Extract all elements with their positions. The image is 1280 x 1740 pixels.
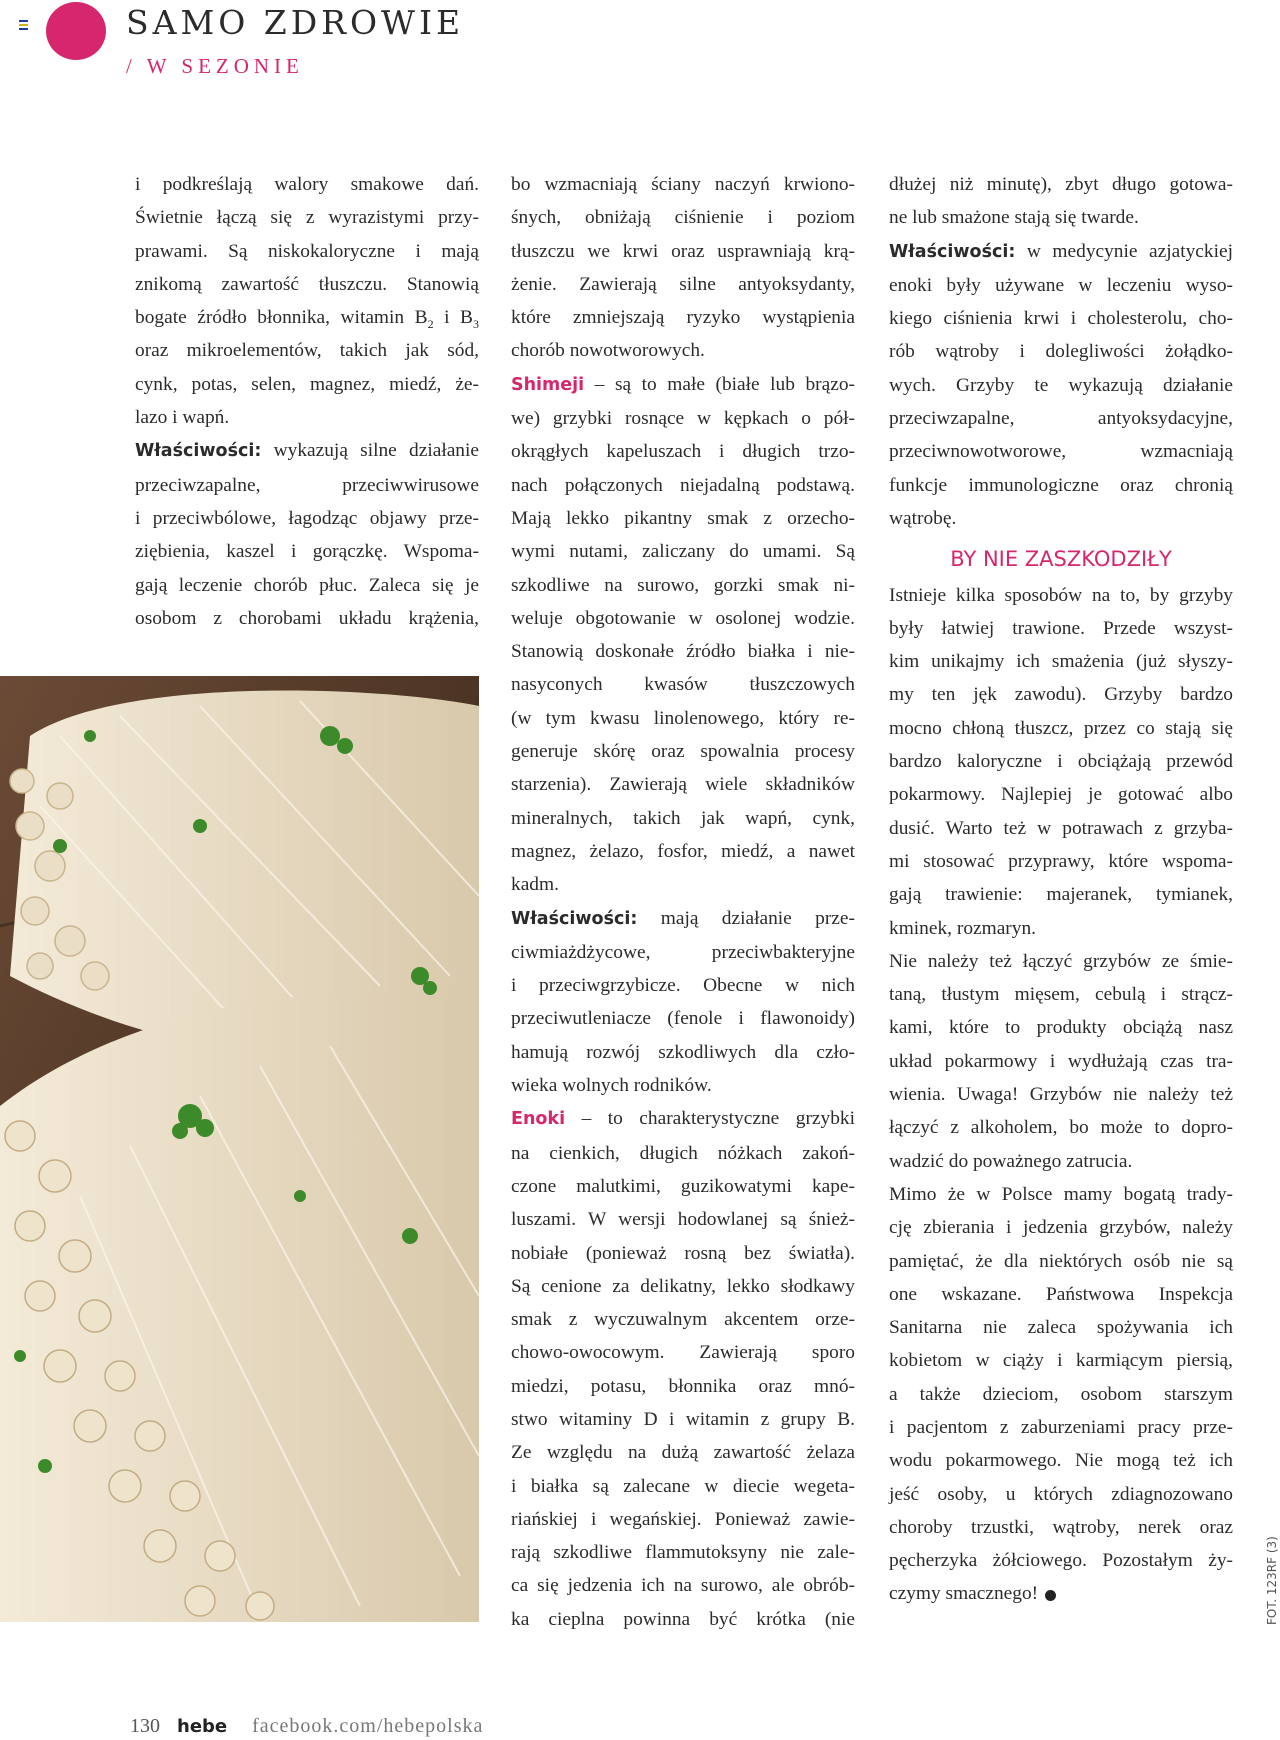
text-line: generuje skórę oraz spowalnia procesy	[511, 741, 855, 763]
text-line: magnez, żelazo, fosfor, miedź, a nawet	[511, 840, 855, 862]
text-line: hamują rozwój szkodliwych dla czło-	[511, 1041, 855, 1063]
text-line: Mimo że w Polsce mamy bogatą trady-	[889, 1183, 1233, 1205]
text-line: pokarmowy. Najlepiej je gotować albo	[889, 784, 1233, 806]
text-line: my ten jęk zawodu). Grzyby bardzo	[889, 684, 1233, 706]
text-line: kminek, rozmaryn.	[889, 917, 1037, 939]
keyword-enoki: Enoki	[511, 1109, 566, 1130]
article-column-3	[889, 168, 1233, 1611]
text-line: dłużej niż minutę), zbyt długo gotowa-	[889, 174, 1233, 195]
text-line: czone malutkimi, guzikowatymi kape-	[511, 1175, 855, 1197]
text-line: Sanitarna nie zaleca spożywania ich	[889, 1317, 1233, 1339]
text-line: które zmniejszają ryzyko wystąpienia	[511, 307, 855, 329]
text-line: funkcje immunologiczne oraz chronią	[889, 474, 1233, 496]
facebook-link[interactable]: facebook.com/hebepolska	[252, 1715, 484, 1737]
text-line: przeciwutleniacze (fenole i flawonoidy)	[511, 1008, 855, 1030]
text-line: nobiałe (ponieważ rosną bez światła).	[511, 1242, 855, 1264]
text-line: enoki były używane w leczeniu wyso-	[889, 274, 1233, 296]
text-line: miedzi, potasu, błonnika oraz mnó-	[511, 1375, 855, 1397]
text-line: osobom z chorobami układu krążenia,	[135, 607, 479, 629]
text-line: bogate źródło błonnika, witamin $B_2$ i $B_3$	[135, 307, 479, 332]
text-line: Mają lekko pikantny smak z orzecho-	[511, 507, 855, 529]
text-line: mi stosować przyprawy, które wspoma-	[889, 850, 1233, 872]
text-line: bardzo kaloryczne i obciążają przewód	[889, 751, 1233, 773]
text-line: cję zbierania i jedzenia grzybów, należy	[889, 1217, 1233, 1239]
text-line: wienia. Uwaga! Grzybów nie należy też	[889, 1084, 1233, 1106]
text-line: ziębienia, kaszel i gorączkę. Wspoma-	[135, 541, 479, 563]
keyword-wlasciwosci: Właściwości:	[889, 241, 1016, 262]
text-line: gają leczenie chorób płuc. Zaleca się je	[135, 574, 479, 596]
text-line: prawami. Są niskokaloryczne i mają	[135, 240, 479, 262]
text-line: nasyconych kwasów tłuszczowych	[511, 674, 855, 696]
keyword-wlasciwosci: Właściwości:	[135, 441, 262, 462]
text-line: pęcherzyka żółciowego. Pozostałym ży-	[889, 1550, 1233, 1572]
text-line: smak z wyczuwalnym akcentem orze-	[511, 1309, 855, 1331]
text-line: oraz mikroelementów, takich jak sód,	[135, 340, 479, 362]
section-badge-circle	[46, 2, 106, 60]
text-line: ne lub smażone stają się twarde.	[889, 207, 1139, 229]
text-line: starzenia). Zawierają wiele składników	[511, 774, 855, 796]
text-line: Enoki – to charakterystyczne grzybki	[511, 1108, 855, 1130]
text-line: kami, które to produkty obciążą nasz	[889, 1017, 1233, 1039]
text-line: Właściwości: mają działanie prze-	[511, 907, 855, 929]
text-line: bo wzmacniają ściany naczyń krwiono-	[511, 174, 855, 195]
text-line: cynk, potas, selen, magnez, miedź, że-	[135, 373, 479, 395]
text-line: żenie. Zawierają silne antyoksydanty,	[511, 273, 855, 295]
menu-icon[interactable]	[19, 20, 28, 32]
end-of-article-dot	[1045, 1590, 1056, 1601]
page-number: 130	[130, 1715, 160, 1737]
enoki-mushrooms-photo	[0, 676, 479, 1622]
text-line: taną, tłustym mięsem, cebulą i strącz-	[889, 984, 1233, 1006]
text-line: Nie należy też łączyć grzybów ze śmie-	[889, 950, 1233, 972]
text-line: kobietom w ciąży i karmiącym piersią,	[889, 1350, 1233, 1372]
page-footer	[130, 1715, 483, 1738]
text-line: przeciwzapalne, antyoksydacyjne,	[889, 408, 1233, 430]
text-line: Shimeji – są to małe (białe lub brązo-	[511, 373, 855, 395]
section-title: SAMO ZDROWIE	[126, 3, 465, 42]
text-line: układ pokarmowy i wydłużają czas tra-	[889, 1050, 1233, 1072]
subheading-by-nie-zaszkodzily: BY NIE ZASZKODZIŁY	[950, 547, 1172, 572]
text-line: tłuszczu we krwi oraz usprawniają krą-	[511, 240, 855, 262]
text-line: przeciwzapalne, przeciwwirusowe	[135, 474, 479, 496]
text-line: wieka wolnych rodników.	[511, 1075, 712, 1097]
text-line: i pacjentom z zaburzeniami pracy prze-	[889, 1416, 1233, 1438]
text-line: kim unikajmy ich smażenia (już słyszy-	[889, 651, 1233, 673]
text-line: weluje obgotowanie w osolonej wodzie.	[511, 607, 855, 629]
text-line: one wskazane. Państwowa Inspekcja	[889, 1283, 1233, 1305]
text-line: ciwmiażdżycowe, przeciwbakteryjne	[511, 941, 855, 963]
text-line: znikomą zawartość tłuszczu. Stanowią	[135, 273, 479, 295]
text-line: wodu pokarmowego. Nie mogą też ich	[889, 1450, 1233, 1472]
text-line: Świetnie łączą się z wyrazistymi przy-	[135, 207, 479, 229]
text-line: lazo i wapń.	[135, 407, 230, 429]
text-line: Właściwości: wykazują silne działanie	[135, 440, 479, 462]
text-line: ca się jedzenia ich na surowo, ale obrób-	[511, 1575, 855, 1597]
hebe-logo: hebe	[177, 1716, 228, 1737]
text-line: kadm.	[511, 874, 559, 896]
text-line: szkodliwe na surowo, gorzki smak ni-	[511, 574, 855, 596]
text-line: śnych, obniżają ciśnienie i poziom	[511, 207, 855, 229]
text-line: a także dzieciom, osobom starszym	[889, 1383, 1233, 1405]
text-line: riańskiej i wegańskiej. Ponieważ zawie-	[511, 1508, 855, 1530]
text-line: kiego ciśnienia krwi i cholesterolu, cho-	[889, 308, 1233, 330]
text-line: Stanowią doskonałe źródło białka i nie-	[511, 641, 855, 663]
text-line: i białka są zalecane w diecie wegeta-	[511, 1475, 855, 1497]
text-line: pamiętać, że dla niektórych osób nie są	[889, 1250, 1233, 1272]
photo-credit: FOT. 123RF (3)	[1265, 1536, 1279, 1625]
text-line: i przeciwgrzybicze. Obecne w nich	[511, 975, 855, 997]
text-line: wadzić do poważnego zatrucia.	[889, 1150, 1133, 1172]
text-line: Istnieje kilka sposobów na to, by grzyby	[889, 584, 1233, 606]
text-line: czymy smacznego!	[889, 1577, 1233, 1610]
keyword-wlasciwosci: Właściwości:	[511, 908, 638, 929]
text-line: chowo-owocowym. Zawierają sporo	[511, 1342, 855, 1364]
text-line: były łatwiej trawione. Przede wszyst-	[889, 617, 1233, 639]
text-line: nach połączonych niejadalną podstawą.	[511, 474, 855, 496]
text-line: na cienkich, długich nóżkach zakoń-	[511, 1142, 855, 1164]
text-line: stwo witaminy D i witamin z grupy B.	[511, 1408, 855, 1430]
text-line: Ze względu na dużą zawartość żelaza	[511, 1442, 855, 1464]
text-line: Są cenione za delikatny, lekko słodkawy	[511, 1275, 855, 1297]
text-line: mocno chłoną tłuszcz, przez co stają się	[889, 717, 1233, 739]
text-line: choroby trzustki, wątroby, nerek oraz	[889, 1516, 1233, 1538]
text-line: łączyć z alkoholem, bo może to dopro-	[889, 1117, 1233, 1139]
text-line: okrągłych kapeluszach i długich trzo-	[511, 441, 855, 463]
section-subtitle: / W SEZONIE	[126, 54, 304, 78]
keyword-shimeji: Shimeji	[511, 374, 585, 395]
text-line: luszami. W wersji hodowlanej są śnież-	[511, 1209, 855, 1231]
article-column-2	[511, 168, 855, 1636]
text-line: wymi nutami, zaliczany do umami. Są	[511, 541, 855, 563]
text-line: rają szkodliwe flammutoksyny nie zale-	[511, 1542, 855, 1564]
text-line: przeciwnowotworowe, wzmacniają	[889, 441, 1233, 463]
text-line: wych. Grzyby te wykazują działanie	[889, 374, 1233, 396]
text-line: chorób nowotworowych.	[511, 340, 705, 362]
text-line: (w tym kwasu linolenowego, który re-	[511, 707, 855, 729]
text-line: rób wątroby i dolegliwości żołądko-	[889, 341, 1233, 363]
text-line: dusić. Warto też w potrawach z grzyba-	[889, 817, 1233, 839]
text-line: ka cieplna powinna być krótka (nie	[511, 1608, 855, 1630]
text-line: i podkreślają walory smakowe dań.	[135, 174, 479, 195]
text-line: Właściwości: w medycynie azjatyckiej	[889, 240, 1233, 262]
text-line: mineralnych, takich jak wapń, cynk,	[511, 807, 855, 829]
text-line: i przeciwbólowe, łagodząc objawy prze-	[135, 507, 479, 529]
text-line: we) grzybki rosnące w kępkach o pół-	[511, 408, 855, 430]
text-line: jeść osoby, u których zdiagnozowano	[889, 1483, 1233, 1505]
text-line: wątrobę.	[889, 507, 957, 529]
text-line: gają trawienie: majeranek, tymianek,	[889, 884, 1233, 906]
article-column-1	[135, 168, 479, 635]
